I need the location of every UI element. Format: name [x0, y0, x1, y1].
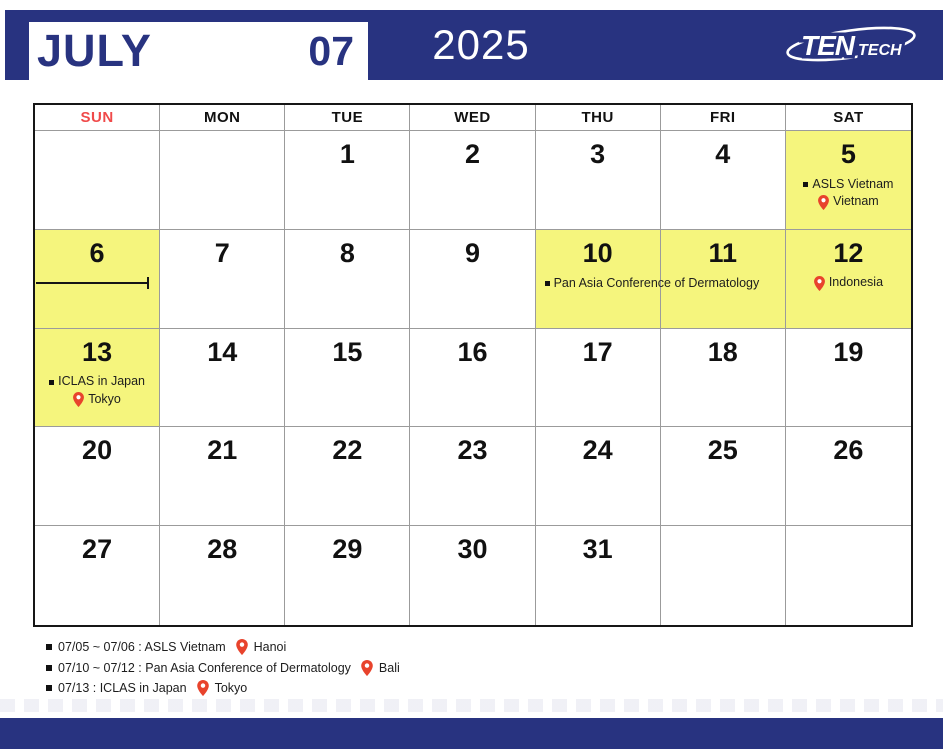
- calendar-cell-empty: [35, 131, 160, 230]
- legend-event-text: 07/13 : ICLAS in Japan: [58, 681, 187, 695]
- cell-events: [49, 374, 145, 407]
- calendar-cell-day-14: [160, 329, 285, 428]
- day-number: 28: [207, 534, 238, 565]
- calendar-cell-day-8: [285, 230, 410, 329]
- calendar-cell-day-25: [661, 427, 786, 526]
- event-text: Vietnam: [833, 194, 879, 209]
- calendar-cell-day-26: [786, 427, 911, 526]
- calendar-cell-day-27: [35, 526, 160, 625]
- calendar-cell-day-2: [410, 131, 535, 230]
- day-number: 21: [207, 435, 238, 466]
- year-label: 2025: [432, 21, 530, 68]
- legend-bullet-icon: [46, 685, 52, 691]
- day-number: 26: [833, 435, 864, 466]
- event-continuation-bar-end: [147, 277, 149, 289]
- calendar-cell-day-22: [285, 427, 410, 526]
- event-text: ASLS Vietnam: [812, 176, 894, 191]
- event-bullet-icon: [545, 281, 550, 286]
- calendar-cell-day-15: [285, 329, 410, 428]
- event-text: Pan Asia Conference of Dermatology: [553, 275, 760, 290]
- day-header-wed: WED: [410, 105, 535, 131]
- day-number: 5: [840, 139, 856, 169]
- calendar-cell-day-4: [661, 131, 786, 230]
- event-title-label: [803, 177, 893, 193]
- calendar-cell-day-31: [536, 526, 661, 625]
- day-number: 19: [833, 336, 864, 367]
- day-number: 18: [707, 336, 738, 367]
- day-number: 20: [82, 435, 113, 466]
- calendar-cell-day-29: [285, 526, 410, 625]
- legend-location-text: Tokyo: [214, 681, 248, 695]
- legend-event-text: 07/10 ~ 07/12 : Pan Asia Conference of Dermatology: [58, 660, 351, 675]
- event-location-label: [818, 194, 879, 210]
- event-legend: [46, 639, 400, 696]
- day-number: 2: [464, 139, 480, 169]
- day-number: 1: [339, 139, 355, 169]
- day-number: 23: [457, 435, 488, 466]
- day-number: 9: [464, 237, 480, 268]
- calendar-cell-day-17: [536, 329, 661, 428]
- event-text: Tokyo: [88, 391, 121, 406]
- legend-event-text: 07/05 ~ 07/06 : ASLS Vietnam: [58, 640, 226, 654]
- event-text: ICLAS in Japan: [58, 374, 145, 389]
- day-number: 4: [715, 139, 731, 169]
- event-location-label: [814, 275, 883, 291]
- day-number: 10: [582, 237, 613, 268]
- day-number: 25: [707, 435, 738, 466]
- calendar-cell-day-7: [160, 230, 285, 329]
- legend-location-text: Hanoi: [253, 640, 287, 654]
- month-name: JULY: [37, 25, 152, 76]
- event-location-label: [73, 392, 121, 408]
- location-pin-icon: [814, 276, 825, 291]
- calendar-cell-day-13: [35, 329, 160, 428]
- event-title-label: [545, 276, 760, 292]
- calendar-cell-day-6: [35, 230, 160, 329]
- day-number: 31: [582, 534, 613, 565]
- cell-events: [803, 177, 893, 210]
- calendar-cell-day-19: [786, 329, 911, 428]
- day-header-fri: FRI: [661, 105, 786, 131]
- month-box: [29, 22, 368, 80]
- calendar-cell-day-18: [661, 329, 786, 428]
- location-pin-icon: [361, 660, 373, 676]
- calendar-cell-empty: [661, 526, 786, 625]
- calendar-cell-day-9: [410, 230, 535, 329]
- event-text: Indonesia: [828, 275, 884, 290]
- day-number: 16: [457, 336, 488, 367]
- location-pin-icon: [236, 639, 248, 655]
- day-header-mon: MON: [160, 105, 285, 131]
- legend-bullet-icon: [46, 665, 52, 671]
- day-header-sat: SAT: [786, 105, 911, 131]
- day-number: 8: [339, 237, 355, 268]
- header-bar: [5, 10, 943, 80]
- day-number: 30: [457, 534, 488, 565]
- event-bullet-icon: [49, 380, 54, 385]
- legend-location-text: Bali: [378, 660, 400, 675]
- tentech-logo: [781, 22, 919, 68]
- calendar-cell-day-28: [160, 526, 285, 625]
- day-number: 3: [590, 139, 606, 169]
- event-bullet-icon: [803, 182, 808, 187]
- calendar-cell-day-23: [410, 427, 535, 526]
- day-header-sun: SUN: [35, 105, 160, 131]
- day-number: 29: [332, 534, 363, 565]
- legend-bullet-icon: [46, 644, 52, 650]
- calendar-cell-day-1: [285, 131, 410, 230]
- calendar-cell-empty: [786, 526, 911, 625]
- day-number: 11: [708, 237, 738, 268]
- calendar-cell-day-12: [786, 230, 911, 329]
- day-number: 27: [82, 534, 113, 565]
- legend-item: [46, 639, 400, 655]
- cell-events: [814, 275, 883, 291]
- event-continuation-bar: [36, 282, 148, 284]
- day-number: 22: [332, 435, 363, 466]
- logo-ten-text: TEN: [801, 30, 854, 61]
- month-number: 07: [308, 27, 354, 74]
- day-number: 13: [82, 336, 113, 367]
- watermark-strip: [0, 699, 943, 712]
- legend-item: [46, 660, 400, 676]
- location-pin-icon: [818, 195, 829, 210]
- footer-bar: [0, 718, 943, 749]
- day-number: 7: [214, 237, 230, 268]
- calendar-cell-day-24: [536, 427, 661, 526]
- day-header-thu: THU: [536, 105, 661, 131]
- tentech-logo-swoosh: [781, 22, 919, 68]
- event-title-label: [49, 374, 145, 390]
- day-number: 24: [582, 435, 613, 466]
- logo-tech-text: TECH: [858, 42, 902, 59]
- calendar-cell-day-5: [786, 131, 911, 230]
- legend-item: [46, 680, 400, 696]
- day-number: 17: [582, 336, 613, 367]
- day-number: 14: [207, 336, 238, 367]
- calendar-cell-day-16: [410, 329, 535, 428]
- calendar-cell-day-30: [410, 526, 535, 625]
- calendar-cell-day-21: [160, 427, 285, 526]
- day-number: 6: [89, 237, 105, 268]
- location-pin-icon: [73, 392, 84, 407]
- day-header-tue: TUE: [285, 105, 410, 131]
- calendar-cell-day-3: [536, 131, 661, 230]
- calendar-cell-empty: [160, 131, 285, 230]
- day-number: 15: [332, 336, 363, 367]
- location-pin-icon: [197, 680, 209, 696]
- calendar-cell-day-20: [35, 427, 160, 526]
- day-number: 12: [833, 237, 864, 268]
- calendar-grid: [33, 103, 913, 627]
